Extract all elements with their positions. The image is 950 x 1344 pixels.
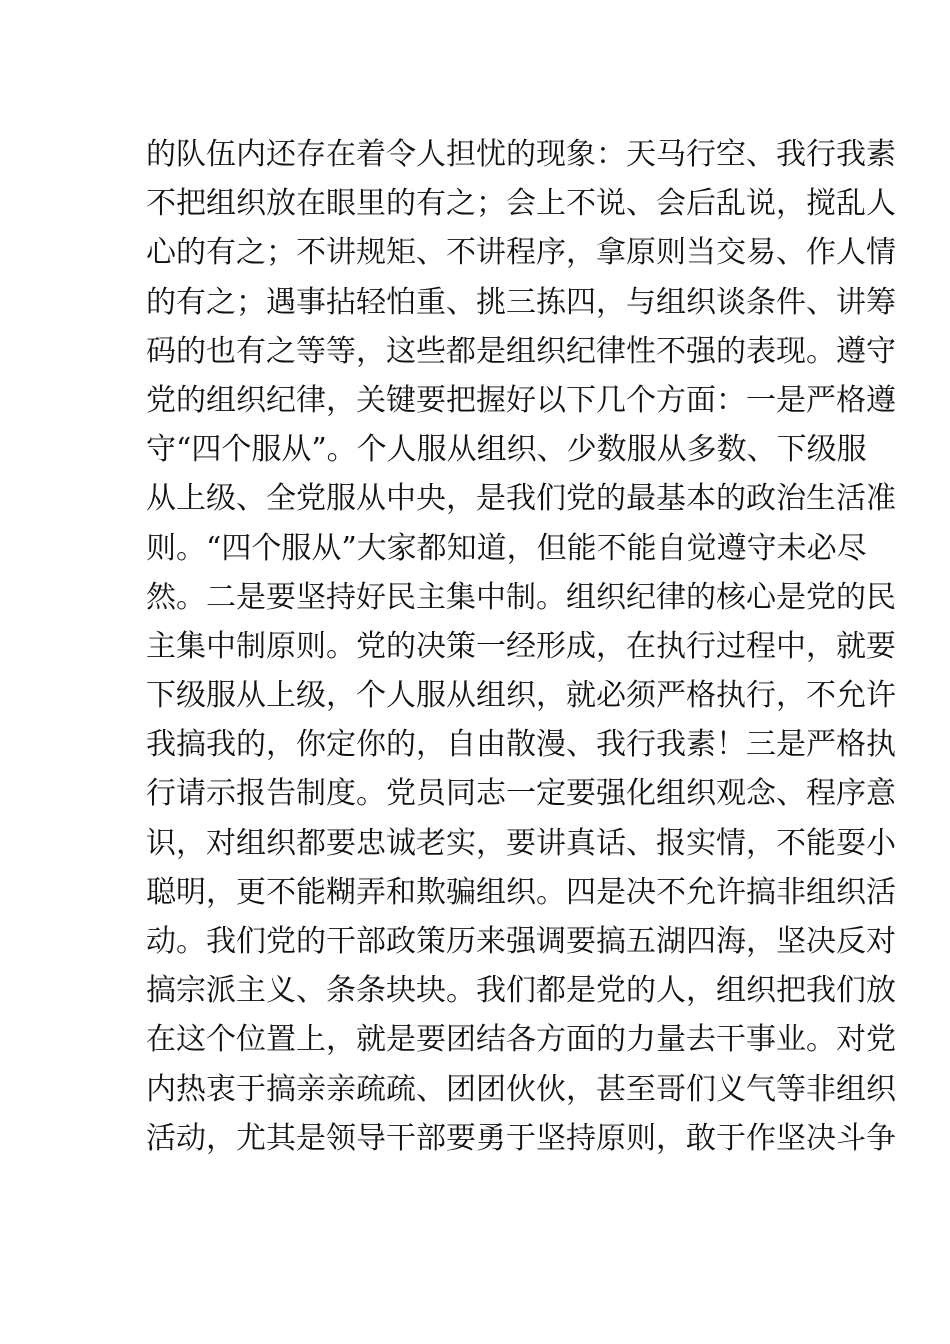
text-line: 活动，尤其是领导干部要勇于坚持原则，敢于作坚决斗争 — [146, 1120, 896, 1156]
text-line: 然。二是要坚持好民主集中制。组织纪律的核心是党的民 — [146, 579, 896, 615]
text-line: 不把组织放在眼里的有之；会上不说、会后乱说，搅乱人 — [146, 186, 896, 222]
text-line: 我搞我的，你定你的，自由散漫、我行我素！三是严格执 — [146, 727, 896, 763]
text-line: 码的也有之等等，这些都是组织纪律性不强的表现。遵守 — [146, 333, 896, 369]
text-line: 下级服从上级，个人服从组织，就必须严格执行，不允许 — [146, 678, 896, 714]
text-line: 动。我们党的干部政策历来强调要搞五湖四海，坚决反对 — [146, 924, 896, 959]
text-line: 主集中制原则。党的决策一经形成，在执行过程中，就要 — [146, 628, 896, 664]
text-line: 从上级、全党服从中央，是我们党的最基本的政治生活准 — [146, 481, 896, 517]
text-line: 聪明，更不能糊弄和欺骗组织。四是决不允许搞非组织活 — [146, 874, 896, 910]
body-paragraph — [146, 130, 896, 1163]
text-line: 心的有之；不讲规矩、不讲程序，拿原则当交易、作人情 — [146, 235, 896, 271]
text-line: 内热衷于搞亲亲疏疏、团团伙伙，甚至哥们义气等非组织 — [146, 1071, 896, 1107]
text-line: 在这个位置上，就是要团结各方面的力量去干事业。对党 — [146, 1022, 896, 1058]
text-line: 的有之；遇事拈轻怕重、挑三拣四，与组织谈条件、讲筹 — [146, 284, 896, 320]
text-line: 搞宗派主义、条条块块。我们都是党的人，组织把我们放 — [146, 973, 896, 1009]
text-line: 行请示报告制度。党员同志一定要强化组织观念、程序意 — [146, 776, 896, 812]
text-line: 守“四个服从”。个人服从组织、少数服从多数、下级服 — [146, 432, 867, 468]
text-line: 则。“四个服从”大家都知道，但能不能自觉遵守未必尽 — [146, 530, 867, 566]
text-line: 识，对组织都要忠诚老实，要讲真话、报实情，不能耍小 — [146, 825, 896, 861]
text-line: 的队伍内还存在着令人担忧的现象：天马行空、我行我素 — [146, 137, 896, 172]
text-line: 党的组织纪律，关键要把握好以下几个方面：一是严格遵 — [146, 382, 896, 418]
